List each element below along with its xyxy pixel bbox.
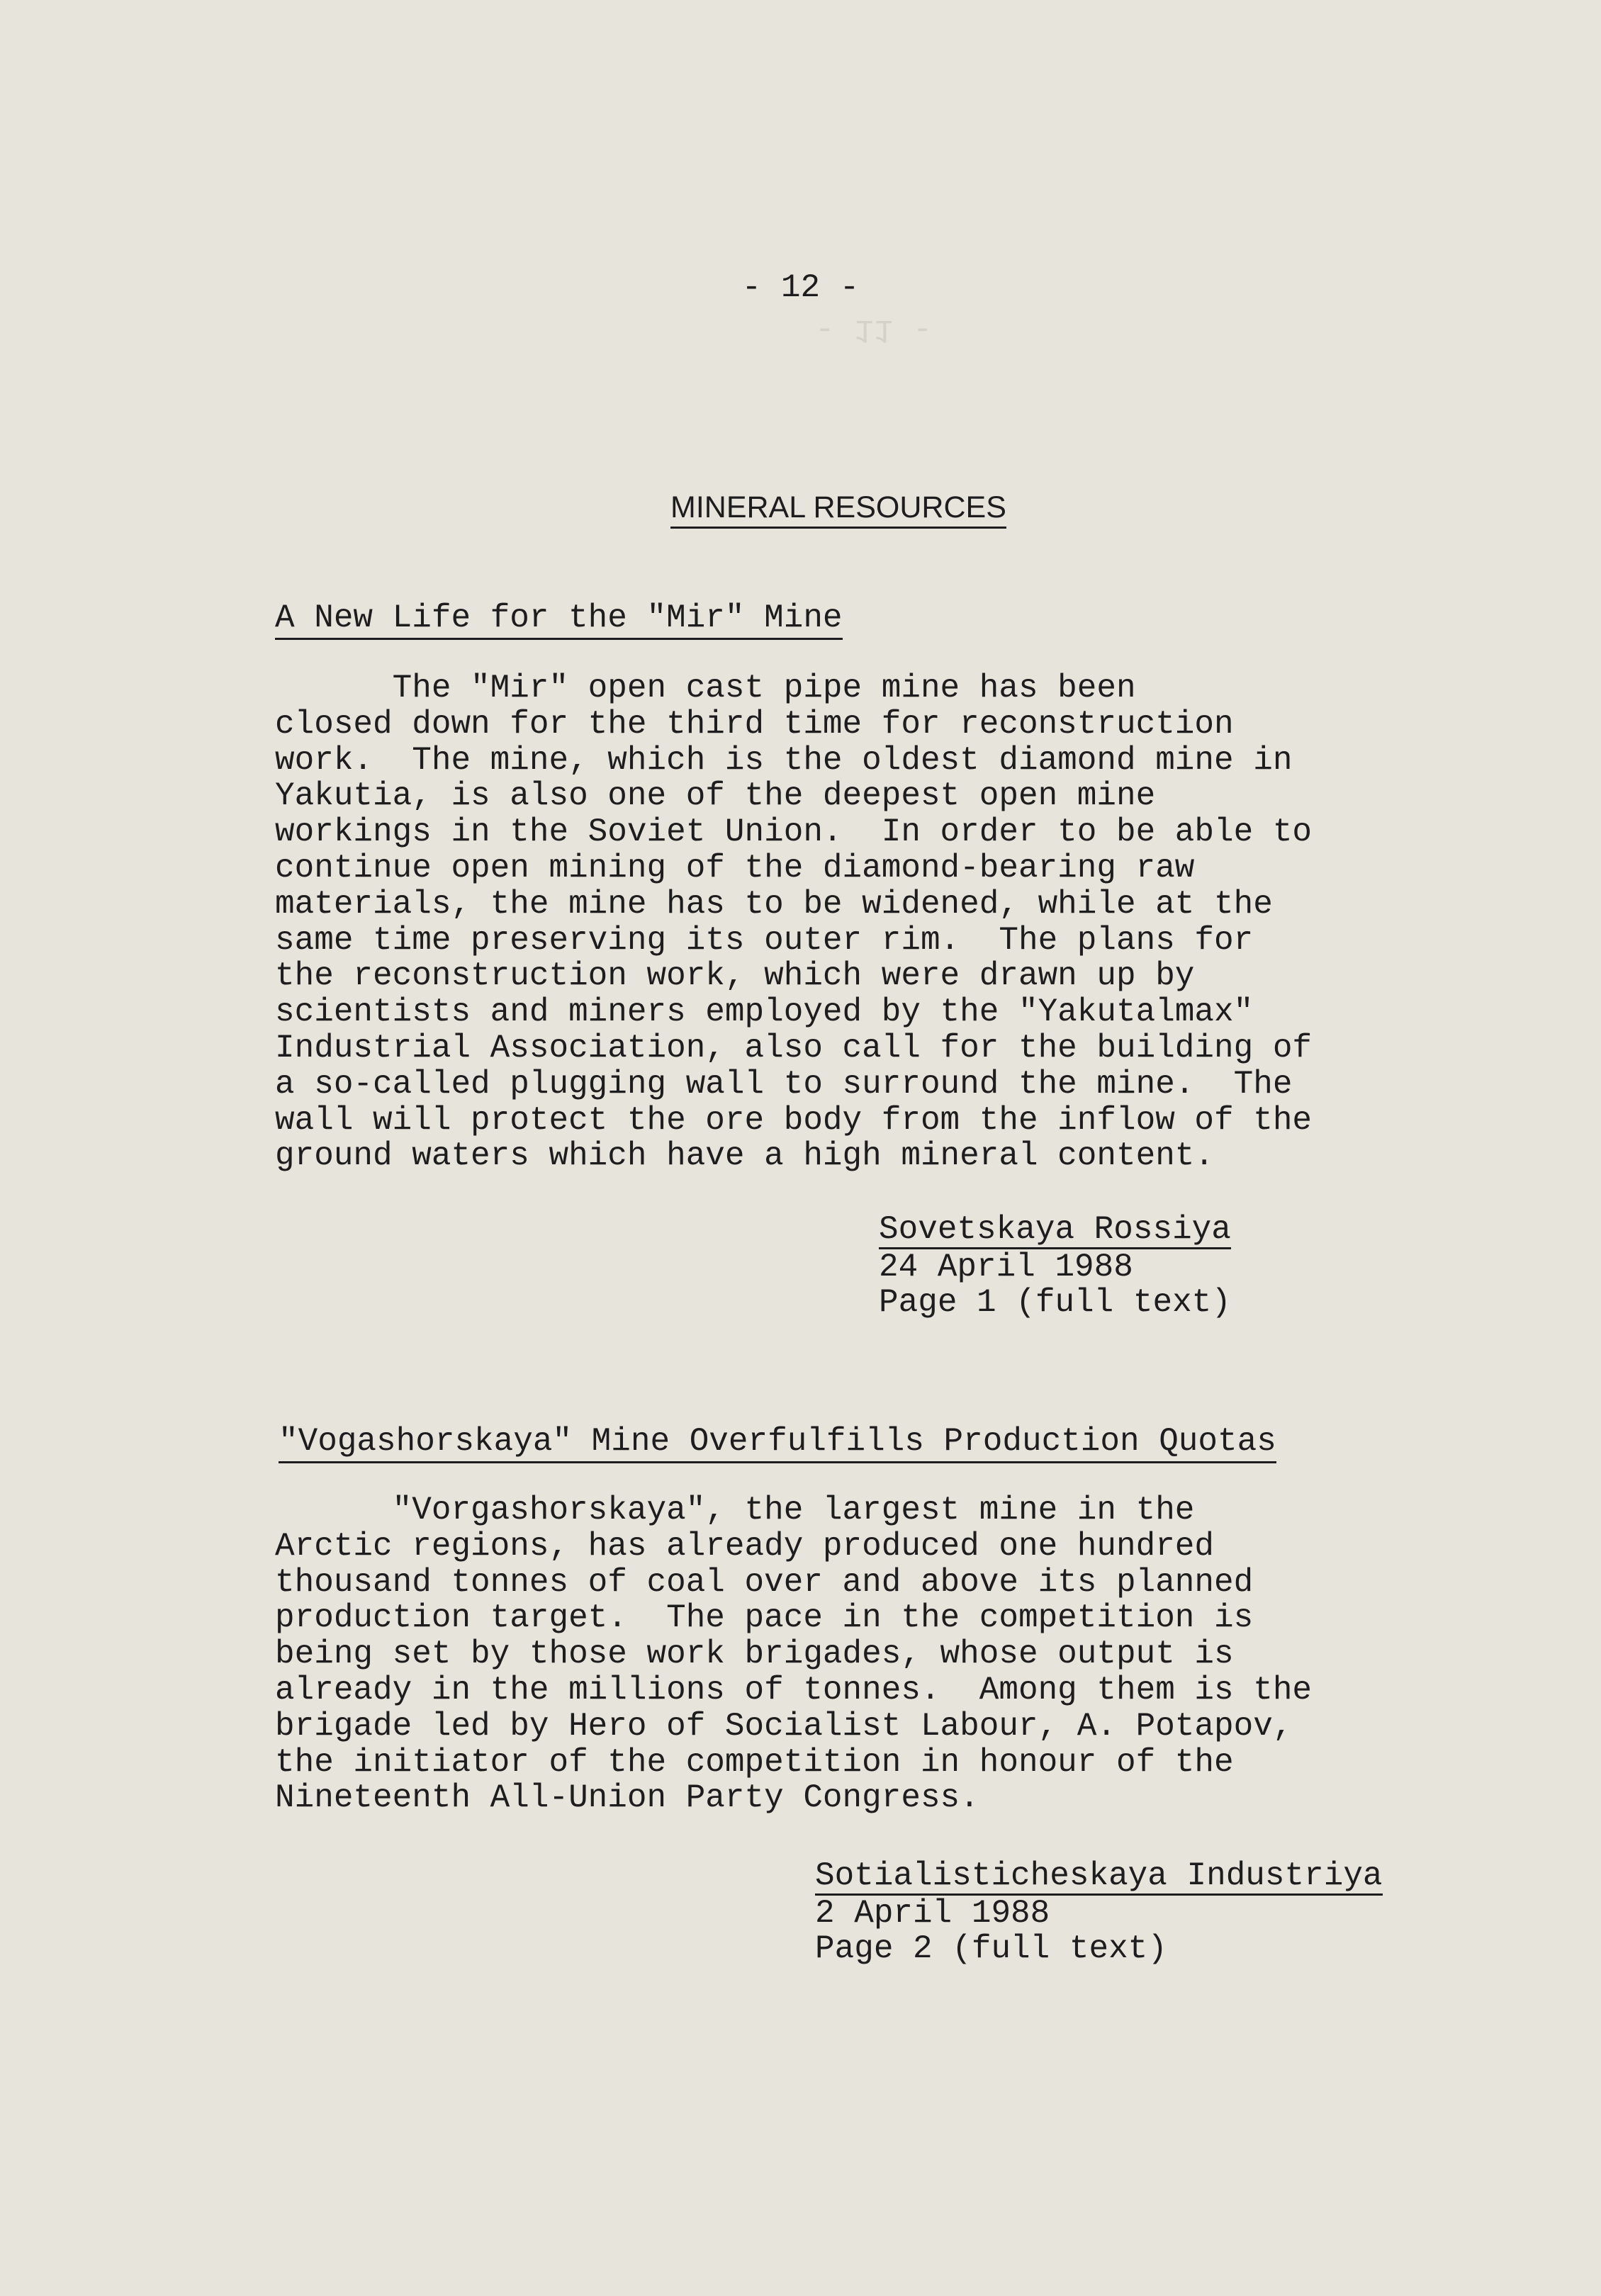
source-citation-vogashorskaya-mine (815, 1858, 1383, 1966)
source-publication: Sotialisticheskaya Industriya (815, 1857, 1383, 1894)
show-through-text: - 11 - (815, 311, 933, 348)
body-line: Industrial Association, also call for the building of (275, 1029, 1313, 1067)
body-line: wall will protect the ore body from the inflow of the (275, 1101, 1313, 1139)
section-heading: MINERAL RESOURCES (670, 490, 1006, 529)
body-line: thousand tonnes of coal over and above its planned (275, 1563, 1254, 1601)
body-line: Nineteenth All-Union Party Congress. (275, 1779, 979, 1817)
body-line: a so-called plugging wall to surround the mine. The (275, 1065, 1293, 1103)
source-publication: Sovetskaya Rossiya (879, 1211, 1231, 1248)
article-body-mir-mine (275, 670, 1437, 1174)
source-citation-mir-mine (879, 1212, 1231, 1320)
body-line: closed down for the third time for reconstruction (275, 705, 1234, 743)
body-line: "Vorgashorskaya", the largest mine in the (275, 1492, 1195, 1529)
body-line: production target. The pace in the competition is (275, 1599, 1254, 1637)
body-line: scientists and miners employed by the "Yakutalmax" (275, 994, 1254, 1031)
source-page: Page 1 (full text) (879, 1284, 1231, 1321)
source-date: 24 April 1988 (879, 1249, 1133, 1285)
body-line: The "Mir" open cast pipe mine has been (275, 670, 1136, 707)
body-line: brigade led by Hero of Socialist Labour, A. Potapov, (275, 1707, 1293, 1745)
article-title-vogashorskaya-mine: "Vogashorskaya" Mine Overfulfills Production Quotas (279, 1423, 1276, 1463)
body-line: work. The mine, which is the oldest diamond mine in (275, 741, 1293, 779)
body-line: ground waters which have a high mineral content. (275, 1137, 1215, 1175)
body-line: workings in the Soviet Union. In order to be able to (275, 814, 1313, 851)
source-page: Page 2 (full text) (815, 1930, 1167, 1967)
body-line: Arctic regions, has already produced one hundred (275, 1527, 1215, 1565)
source-date: 2 April 1988 (815, 1895, 1050, 1932)
body-line: Yakutia, is also one of the deepest open mine (275, 777, 1156, 815)
article-body-vogashorskaya-mine (275, 1492, 1437, 1816)
body-line: materials, the mine has to be widened, while at the (275, 885, 1273, 923)
article-title-mir-mine: A New Life for the "Mir" Mine (275, 600, 843, 640)
page-number: - 12 - (741, 269, 860, 306)
body-line: same time preserving its outer rim. The plans for (275, 921, 1254, 959)
body-line: continue open mining of the diamond-bearing raw (275, 849, 1195, 887)
body-line: already in the millions of tonnes. Among them is the (275, 1671, 1313, 1709)
body-line: the initiator of the competition in honour of the (275, 1743, 1234, 1781)
body-line: the reconstruction work, which were drawn up by (275, 957, 1195, 995)
body-line: being set by those work brigades, whose output is (275, 1636, 1234, 1673)
